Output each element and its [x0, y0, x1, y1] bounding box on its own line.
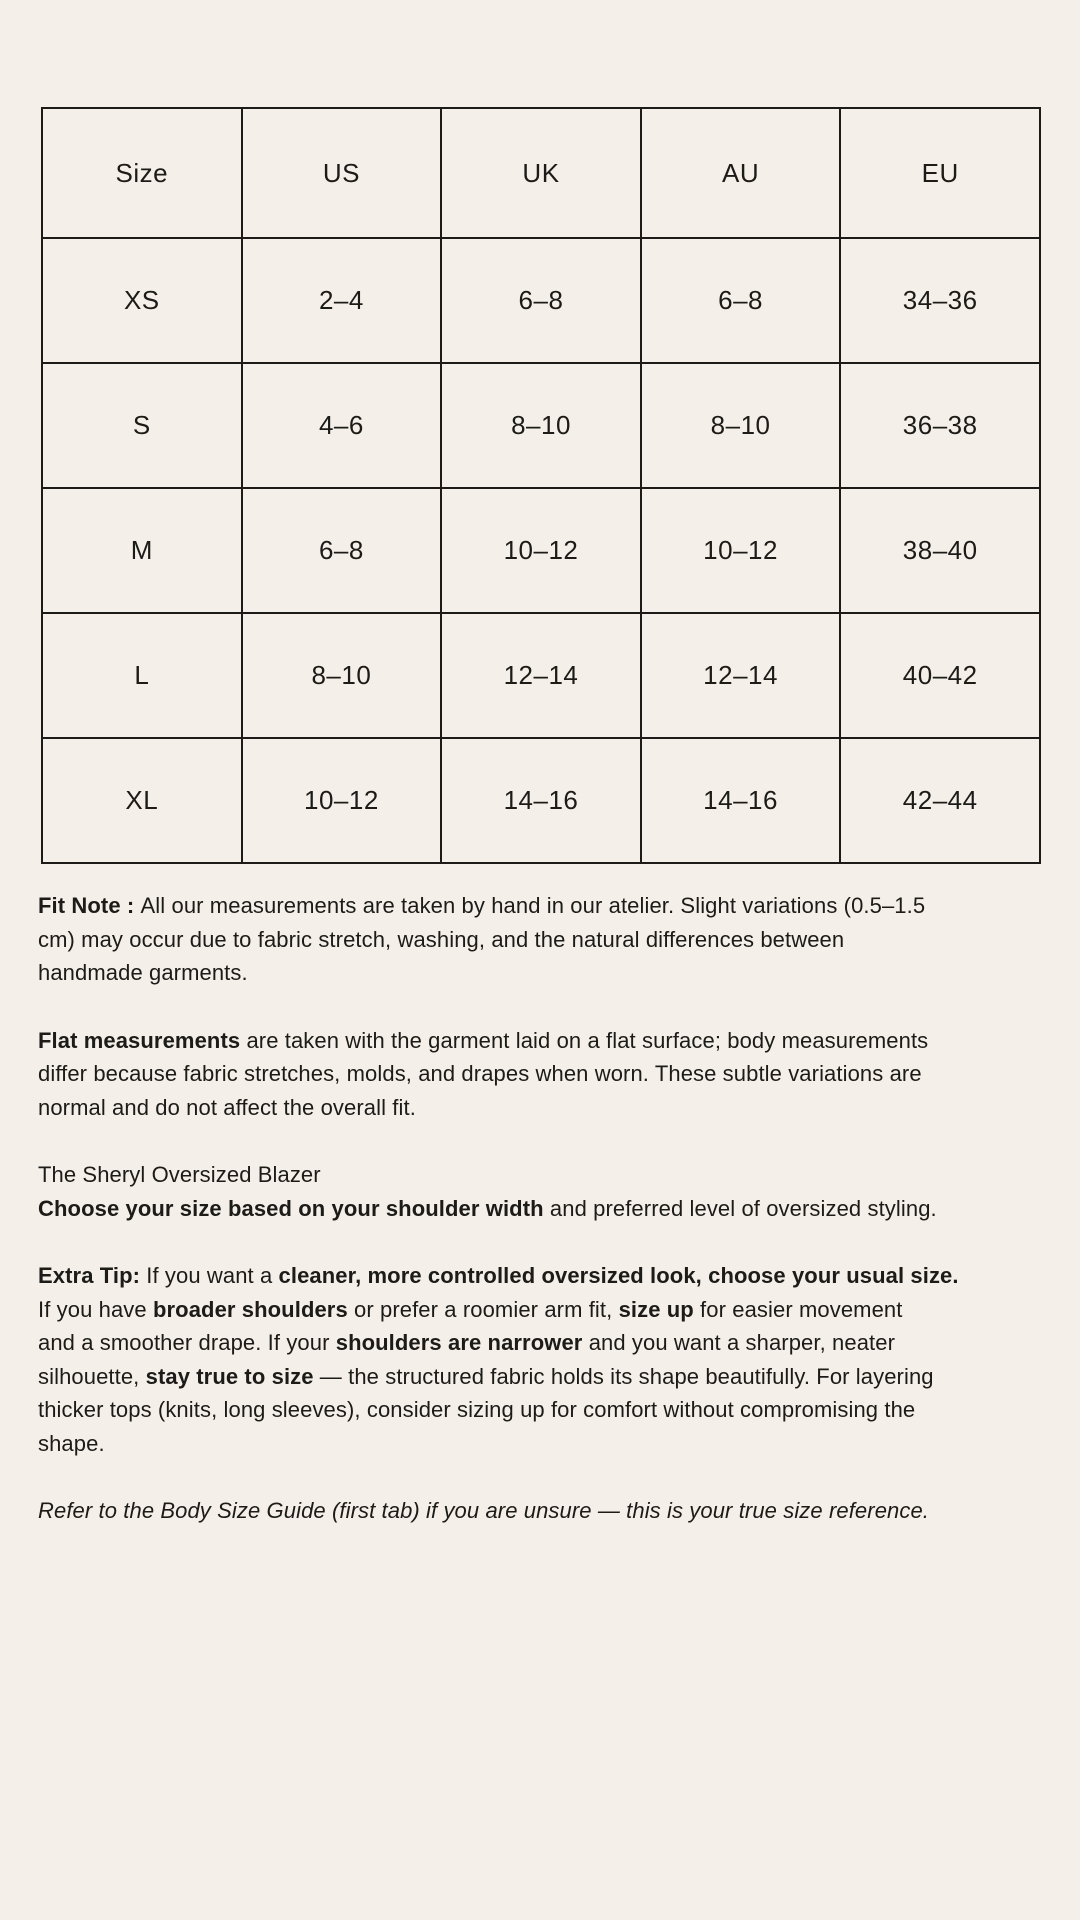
text-segment: or prefer a roomier arm fit, [347, 1296, 619, 1322]
text-line [38, 1494, 1048, 1528]
table-cell: 8–10 [441, 363, 641, 488]
text-line [38, 889, 1048, 923]
table-header-row [42, 108, 1040, 238]
text-line [38, 1024, 1048, 1058]
table-cell: 12–14 [641, 613, 841, 738]
text-segment: — the structured fabric holds its shape beautifully. For layering [313, 1363, 934, 1389]
bold-text-segment: Choose your size based on your shoulder width [38, 1195, 544, 1221]
size-guide-reference [38, 1494, 1048, 1528]
table-cell: 34–36 [840, 238, 1040, 363]
text-segment: The Sheryl Oversized Blazer [38, 1162, 321, 1187]
table-cell: 36–38 [840, 363, 1040, 488]
bold-text-segment: Extra Tip: [38, 1263, 141, 1288]
table-cell: 6–8 [641, 238, 841, 363]
table-row [42, 238, 1040, 363]
table-cell: 12–14 [441, 613, 641, 738]
text-line [38, 956, 1048, 990]
text-line [38, 1427, 1048, 1461]
text-line [38, 1293, 1048, 1327]
bold-text-segment: stay true to size [145, 1363, 314, 1389]
table-cell: M [42, 488, 242, 613]
table-cell: 10–12 [441, 488, 641, 613]
table-cell: 10–12 [242, 738, 442, 863]
fit-notes-section [38, 889, 1048, 1562]
table-header-cell: US [242, 108, 442, 238]
table-row [42, 363, 1040, 488]
text-segment: Refer to the Body Size Guide (first tab) if you are unsure — this is your true size reference. [38, 1498, 930, 1523]
table-cell: S [42, 363, 242, 488]
text-line [38, 1393, 1048, 1427]
text-segment: normal and do not affect the overall fit. [38, 1094, 416, 1120]
table-cell: 6–8 [441, 238, 641, 363]
text-line [38, 1360, 1048, 1394]
table-cell: XS [42, 238, 242, 363]
bold-text-segment: Fit Note : [38, 893, 141, 918]
table-row [42, 738, 1040, 863]
text-line [38, 1057, 1048, 1091]
text-segment: handmade garments. [38, 960, 248, 985]
text-line [38, 1091, 1048, 1125]
table-cell: 8–10 [242, 613, 442, 738]
text-line [38, 1192, 1048, 1226]
text-segment: are taken with the garment laid on a flat surface; body measurements [240, 1027, 929, 1053]
text-segment: If you have [38, 1296, 153, 1322]
table-cell: 42–44 [840, 738, 1040, 863]
text-segment: thicker tops (knits, long sleeves), consider sizing up for comfort without compromising the [38, 1397, 916, 1422]
text-segment: cm) may occur due to fabric stretch, washing, and the natural differences between [38, 926, 845, 952]
table-header-cell: Size [42, 108, 242, 238]
text-segment: differ because fabric stretches, molds, and drapes when worn. These subtle variations are [38, 1061, 922, 1086]
table-cell: XL [42, 738, 242, 863]
table-header-cell: AU [641, 108, 841, 238]
table-cell: 4–6 [242, 363, 442, 488]
table-cell: L [42, 613, 242, 738]
text-segment: All our measurements are taken by hand in our atelier. Slight variations (0.5–1.5 [140, 893, 926, 918]
bold-text-segment: Flat measurements [38, 1027, 241, 1053]
table-cell: 8–10 [641, 363, 841, 488]
text-segment: shape. [38, 1430, 105, 1456]
bold-text-segment: broader shoulders [152, 1296, 348, 1322]
table-row [42, 488, 1040, 613]
text-segment: for easier movement [693, 1296, 903, 1322]
table-header-cell: EU [840, 108, 1040, 238]
text-line [38, 1326, 1048, 1360]
extra-tip [38, 1259, 1048, 1460]
table-cell: 40–42 [840, 613, 1040, 738]
text-segment: and a smoother drape. If your [38, 1330, 336, 1355]
table-cell: 2–4 [242, 238, 442, 363]
product-fit-note [38, 1158, 1048, 1225]
table-cell: 14–16 [641, 738, 841, 863]
text-segment: and you want a sharper, neater [582, 1330, 896, 1355]
text-line [38, 1158, 1048, 1192]
fit-note [38, 889, 1048, 990]
table-cell: 38–40 [840, 488, 1040, 613]
table-row [42, 613, 1040, 738]
text-segment: silhouette, [38, 1363, 146, 1389]
table-header-cell: UK [441, 108, 641, 238]
text-segment: If you want a [140, 1263, 279, 1288]
text-segment: and preferred level of oversized styling. [543, 1195, 937, 1221]
table-cell: 6–8 [242, 488, 442, 613]
size-chart-table [41, 107, 1041, 864]
bold-text-segment: shoulders are narrower [335, 1330, 583, 1355]
text-line [38, 1259, 1048, 1293]
bold-text-segment: size up [618, 1296, 694, 1322]
table-cell: 10–12 [641, 488, 841, 613]
bold-text-segment: cleaner, more controlled oversized look, choose your usual size. [278, 1263, 959, 1288]
table-cell: 14–16 [441, 738, 641, 863]
text-line [38, 923, 1048, 957]
flat-measurements-note [38, 1024, 1048, 1125]
